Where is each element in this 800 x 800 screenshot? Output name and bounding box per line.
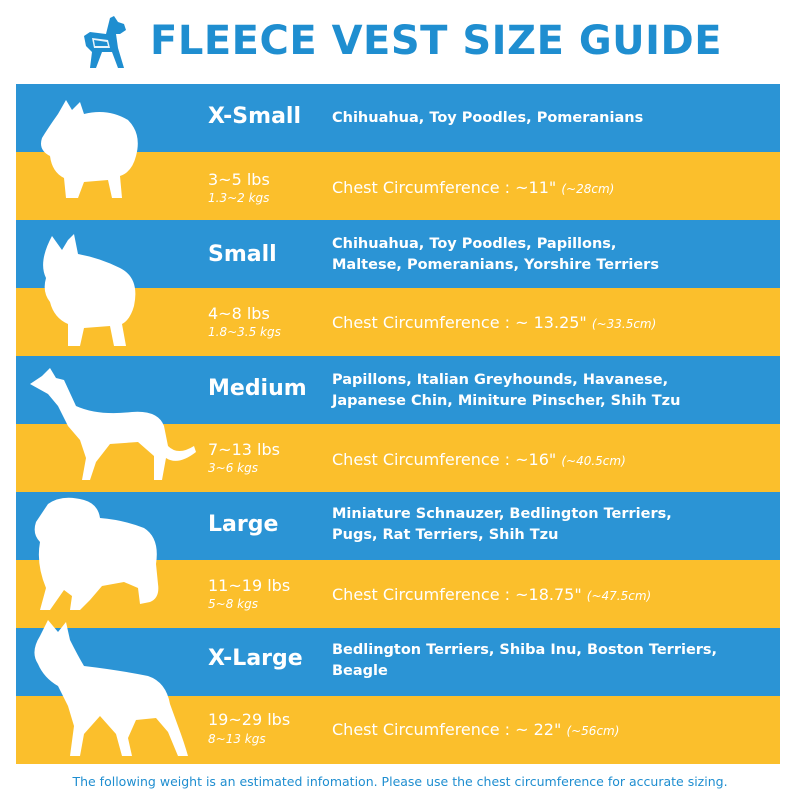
size-name: X-Large [208,646,303,671]
papillon-silhouette-icon [28,228,148,350]
breed-list: Chihuahua, Toy Poodles, Papillons, Maltese, Pomeranians, Yorshire Terriers [332,236,659,273]
weight-kgs: 1.8~3.5 kgs [208,325,281,339]
pomeranian-silhouette-icon [28,94,148,204]
breed-list: Bedlington Terriers, Shiba Inu, Boston Terriers, Beagle [332,642,718,679]
weight-lbs: 19~29 lbs [208,710,291,729]
size-name: Small [208,242,277,267]
chest-circumference: Chest Circumference : ~ 13.25" (~33.5cm) [332,313,657,332]
weight-lbs: 3~5 lbs [208,170,270,189]
chest-circumference: Chest Circumference : ~16" (~40.5cm) [332,450,626,469]
weight-kgs: 1.3~2 kgs [208,191,270,205]
header [0,0,800,84]
size-guide [16,84,780,764]
shih-tzu-silhouette-icon [28,494,168,616]
weight-kgs: 8~13 kgs [208,732,266,746]
weight-lbs: 7~13 lbs [208,440,280,459]
weight-kgs: 5~8 kgs [208,597,258,611]
size-name: Large [208,512,279,537]
chest-circumference: Chest Circumference : ~18.75" (~47.5cm) [332,585,652,604]
weight-lbs: 4~8 lbs [208,304,270,323]
breed-list: Miniature Schnauzer, Bedlington Terriers, Pugs, Rat Terriers, Shih Tzu [332,506,672,543]
footer-note: The following weight is an estimated infomation. Please use the chest circumference for accurate sizing. [72,774,728,789]
breed-list: Papillons, Italian Greyhounds, Havanese, Japanese Chin, Miniture Pinscher, Shih Tzu [332,372,681,409]
weight-kgs: 3~6 kgs [208,461,258,475]
greyhound-silhouette-icon [28,366,198,484]
size-name: X-Small [208,104,301,129]
boston-terrier-silhouette-icon [28,616,198,760]
chest-circumference: Chest Circumference : ~ 22" (~56cm) [332,720,620,739]
breed-list: Chihuahua, Toy Poodles, Pomeranians [332,110,644,126]
size-name: Medium [208,376,307,401]
page-title: FLEECE VEST SIZE GUIDE [150,18,723,64]
chest-circumference: Chest Circumference : ~11" (~28cm) [332,178,615,197]
weight-lbs: 11~19 lbs [208,576,291,595]
dog-in-vest-icon [80,12,132,72]
